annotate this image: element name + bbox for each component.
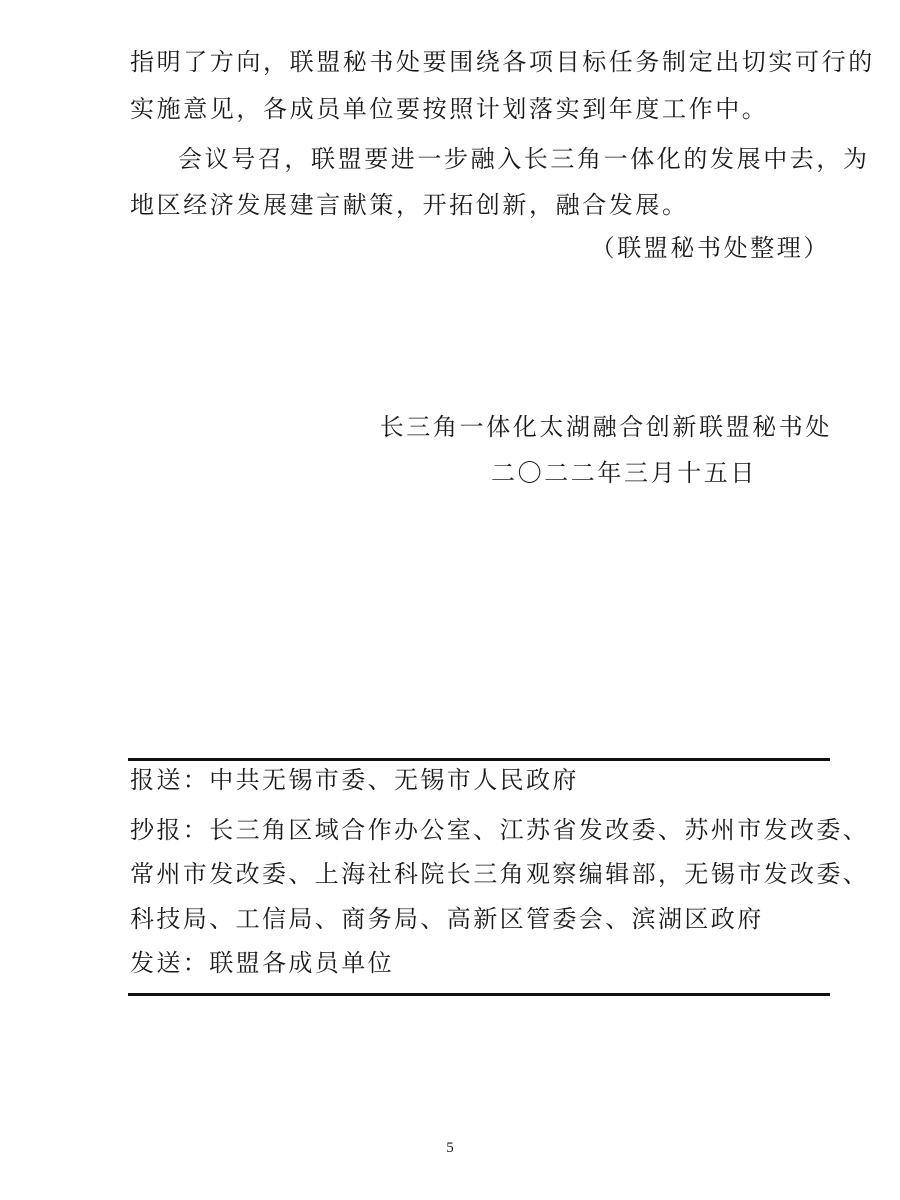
distribution-line-send: 发送：联盟各成员单位 <box>130 949 394 977</box>
body-line-4: 地区经济发展建言献策，开拓创新，融合发展。 <box>130 191 689 219</box>
body-line-3: 会议号召，联盟要进一步融入长三角一体化的发展中去，为 <box>178 145 870 173</box>
editor-note: （联盟秘书处整理） <box>590 234 830 262</box>
page-number: 5 <box>446 1140 454 1156</box>
distribution-line-copy-cont-1: 常州市发改委、上海社科院长三角观察编辑部，无锡市发改委、 <box>130 860 870 888</box>
distribution-bottom-rule <box>128 993 830 996</box>
body-line-2: 实施意见，各成员单位要按照计划落实到年度工作中。 <box>130 95 769 123</box>
distribution-line-copy: 抄报：长三角区域合作办公室、江苏省发改委、苏州市发改委、 <box>130 816 870 844</box>
signature-org: 长三角一体化太湖融合创新联盟秘书处 <box>379 413 832 441</box>
body-line-1: 指明了方向，联盟秘书处要围绕各项目标任务制定出切实可行的 <box>130 48 875 76</box>
distribution-line-report: 报送：中共无锡市委、无锡市人民政府 <box>130 766 579 794</box>
distribution-top-rule <box>128 758 830 761</box>
distribution-line-copy-cont-2: 科技局、工信局、商务局、高新区管委会、滨湖区政府 <box>130 905 764 933</box>
signature-date: 二〇二二年三月十五日 <box>491 459 757 487</box>
